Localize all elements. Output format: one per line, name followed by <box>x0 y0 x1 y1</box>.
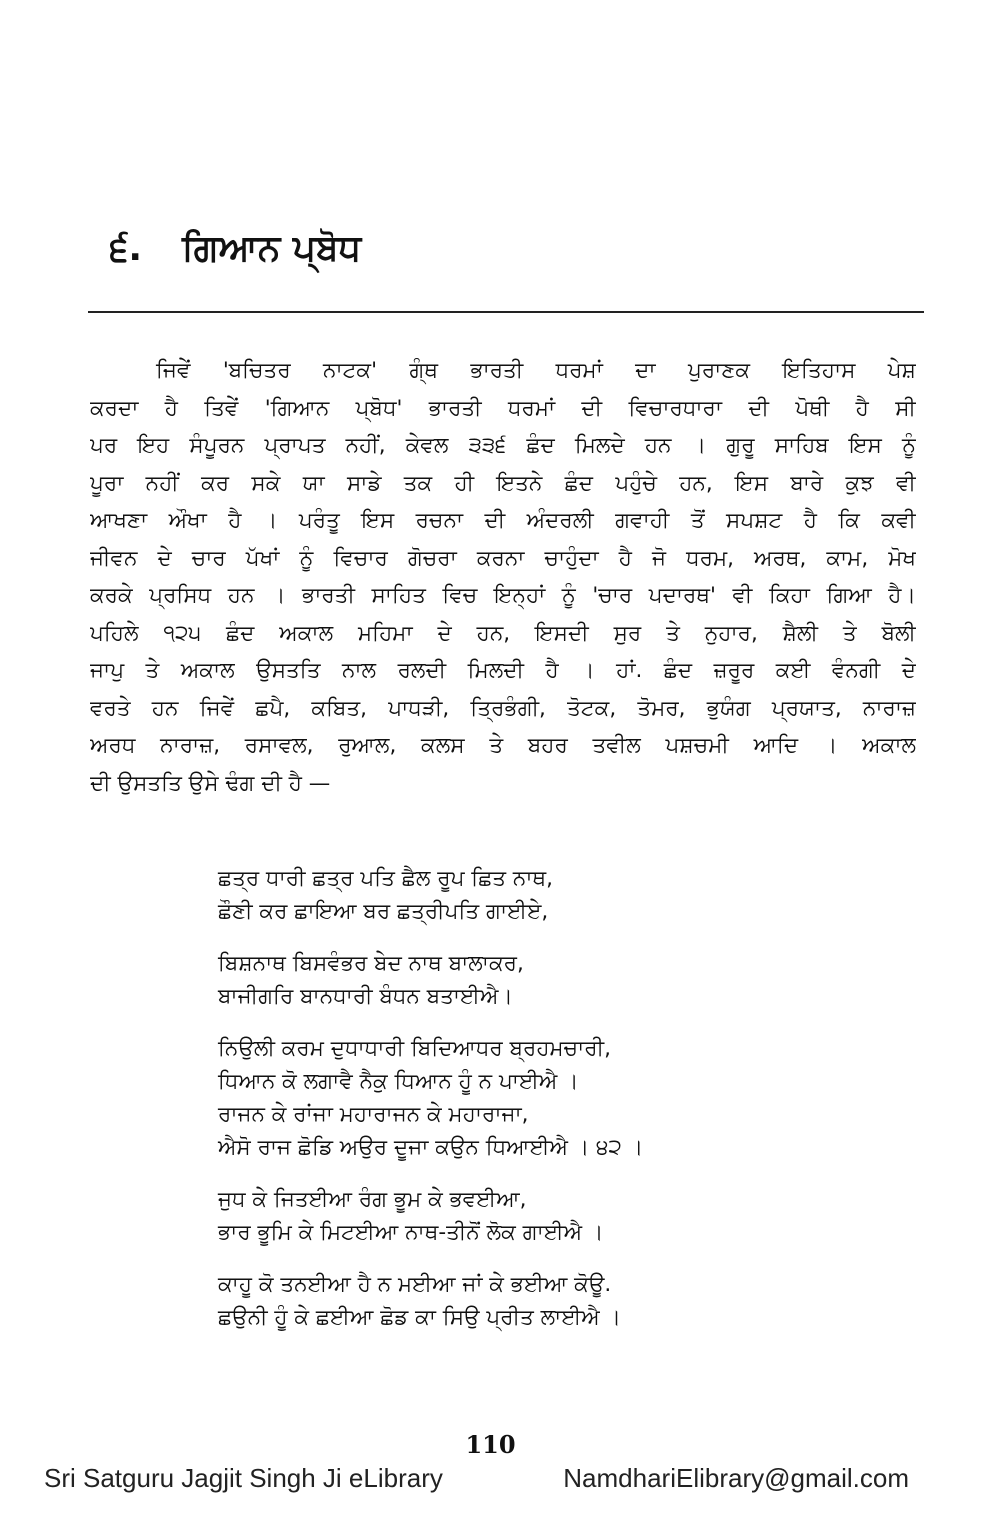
verse-line: ਭਾਰ ਭੂਮਿ ਕੇ ਮਿਟਈਆ ਨਾਥ-ਤੀਨੋਂ ਲੋਕ ਗਾਈਐ । <box>218 1220 604 1245</box>
verse-line: ਜੁਧ ਕੇ ਜਿਤਈਆ ਰੰਗ ਭੂਮ ਕੇ ਭਵਈਆ, <box>218 1187 527 1212</box>
stanza <box>218 862 858 928</box>
paragraph-line: ਜਾਪੁ ਤੇ ਅਕਾਲ ਉਸਤਤਿ ਨਾਲ ਰਲਦੀ ਮਿਲਦੀ ਹੈ । ਹਾਂ. ਛੰਦ ਜ਼ਰੂਰ ਕਈ ਵੰਨਗੀ ਦੇ <box>90 658 916 683</box>
verse-line: ਬਾਜੀਗਰਿ ਬਾਨਧਾਰੀ ਬੰਧਨ ਬਤਾਈਐ। <box>218 984 513 1009</box>
page-number: 110 <box>465 1430 516 1459</box>
verse-line: ਕਾਹੂ ਕੋ ਤਨਈਆ ਹੈ ਨ ਮਈਆ ਜਾਂ ਕੇ ਭਈਆ ਕੋਊ. <box>218 1272 612 1297</box>
paragraph-line: ਦੀ ਉਸਤਤਿ ਉਸੇ ਢੰਗ ਦੀ ਹੈ — <box>90 770 331 796</box>
paragraph-line: ਕਰਕੇ ਪ੍ਰਸਿਧ ਹਨ । ਭਾਰਤੀ ਸਾਹਿਤ ਵਿਚ ਇਨ੍ਹਾਂ ਨੂੰ 'ਚਾਰ ਪਦਾਰਥ' ਵੀ ਕਿਹਾ ਗਿਆ ਹੈ। <box>90 583 916 608</box>
verse-block <box>218 862 858 1353</box>
footer-email: NamdhariElibrary@gmail.com <box>563 1463 909 1493</box>
paragraph-line: ਪੂਰਾ ਨਹੀਂ ਕਰ ਸਕੇ ਯਾ ਸਾਡੇ ਤਕ ਹੀ ਇਤਨੇ ਛੰਦ ਪਹੁੰਚੇ ਹਨ, ਇਸ ਬਾਰੇ ਕੁਝ ਵੀ <box>90 470 916 496</box>
paragraph-line: ਵਰਤੇ ਹਨ ਜਿਵੇਂ ਛਪੈ, ਕਬਿਤ, ਪਾਧੜੀ, ਤ੍ਰਿਭੰਗੀ, ਤੋਟਕ, ਤੋਮਰ, ਭੁਯੰਗ ਪ੍ਰਯਾਤ, ਨਾਰਾਜ਼ <box>90 695 916 721</box>
verse-line: ਛਉਨੀ ਹੂੰ ਕੇ ਛਈਆ ਛੋਡ ਕਾ ਸਿਉ ਪ੍ਰੀਤ ਲਾਈਐ । <box>218 1305 622 1330</box>
paragraph-line: ਆਖਣਾ ਔਖਾ ਹੈ । ਪਰੰਤੂ ਇਸ ਰਚਨਾ ਦੀ ਅੰਦਰਲੀ ਗਵਾਹੀ ਤੋਂ ਸਪਸ਼ਟ ਹੈ ਕਿ ਕਵੀ <box>90 508 916 533</box>
verse-line: ਐਸੋ ਰਾਜ ਛੋਡਿ ਅਉਰ ਦੂਜਾ ਕਉਨ ਧਿਆਈਐ । ੪੨ । <box>218 1135 644 1160</box>
chapter-number: ੬. <box>110 228 142 269</box>
chapter-title: ਗਿਆਨ ਪ੍ਬੋਧ <box>182 228 362 269</box>
stanza <box>218 947 858 1013</box>
heading-divider <box>88 311 924 313</box>
stanza <box>218 1268 858 1334</box>
chapter-heading <box>110 228 361 270</box>
paragraph-line: ਪਹਿਲੇ ੧੨੫ ਛੰਦ ਅਕਾਲ ਮਹਿਮਾ ਦੇ ਹਨ, ਇਸਦੀ ਸੁਰ ਤੇ ਨੁਹਾਰ, ਸ਼ੈਲੀ ਤੇ ਬੋਲੀ <box>90 620 916 646</box>
body-paragraph <box>90 352 916 802</box>
verse-line: ਧਿਆਨ ਕੋ ਲਗਾਵੈ ਨੈਕੁ ਧਿਆਨ ਹੂੰ ਨ ਪਾਈਐ । <box>218 1069 579 1094</box>
stanza <box>218 1032 858 1164</box>
verse-line: ਛੌਣੀ ਕਰ ਛਾਇਆ ਬਰ ਛਤ੍ਰੀਪਤਿ ਗਾਈਏ, <box>218 899 549 924</box>
footer-library-name: Sri Satguru Jagjit Singh Ji eLibrary <box>44 1463 443 1493</box>
stanza <box>218 1183 858 1249</box>
verse-line: ਰਾਜਨ ਕੇ ਰਾਂਜਾ ਮਹਾਰਾਜਨ ਕੇ ਮਹਾਰਾਜਾ, <box>218 1102 529 1127</box>
paragraph-line: ਜਿਵੇਂ 'ਬਚਿਤਰ ਨਾਟਕ' ਗ੍ੰਥ ਭਾਰਤੀ ਧਰਮਾਂ ਦਾ ਪੁਰਾਣਕ ਇਤਿਹਾਸ ਪੇਸ਼ <box>156 358 916 383</box>
verse-line: ਨਿਉਲੀ ਕਰਮ ਦੁਧਾਧਾਰੀ ਬਿਦਿਆਧਰ ਬ੍ਰਹਮਚਾਰੀ, <box>218 1036 611 1061</box>
verse-line: ਬਿਸ਼ਨਾਥ ਬਿਸਵੰਭਰ ਬੇਦ ਨਾਥ ਬਾਲਾਕਰ, <box>218 951 524 976</box>
paragraph-line: ਜੀਵਨ ਦੇ ਚਾਰ ਪੱਖਾਂ ਨੂੰ ਵਿਚਾਰ ਗੋਚਰਾ ਕਰਨਾ ਚਾਹੁੰਦਾ ਹੈ ਜੋ ਧਰਮ, ਅਰਥ, ਕਾਮ, ਮੋਖ <box>90 545 916 571</box>
verse-line: ਛਤ੍ਰ ਧਾਰੀ ਛਤ੍ਰ ਪਤਿ ਛੈਲ ਰੂਪ ਛਿਤ ਨਾਥ, <box>218 866 553 891</box>
paragraph-line: ਪਰ ਇਹ ਸੰਪੂਰਨ ਪ੍ਰਾਪਤ ਨਹੀਂ, ਕੇਵਲ ੩੩੬ ਛੰਦ ਮਿਲਦੇ ਹਨ । ਗੁਰੂ ਸਾਹਿਬ ਇਸ ਨੂੰ <box>90 433 916 458</box>
paragraph-line: ਅਰਧ ਨਾਰਾਜ਼, ਰਸਾਵਲ, ਰੁਆਲ, ਕਲਸ ਤੇ ਬਹਰ ਤਵੀਲ ਪਸ਼ਚਮੀ ਆਦਿ । ਅਕਾਲ <box>90 733 916 758</box>
paragraph-line: ਕਰਦਾ ਹੈ ਤਿਵੇਂ 'ਗਿਆਨ ਪ੍ਬੋਧ' ਭਾਰਤੀ ਧਰਮਾਂ ਦੀ ਵਿਚਾਰਧਾਰਾ ਦੀ ਪੋਥੀ ਹੈ ਸੀ <box>90 395 916 421</box>
